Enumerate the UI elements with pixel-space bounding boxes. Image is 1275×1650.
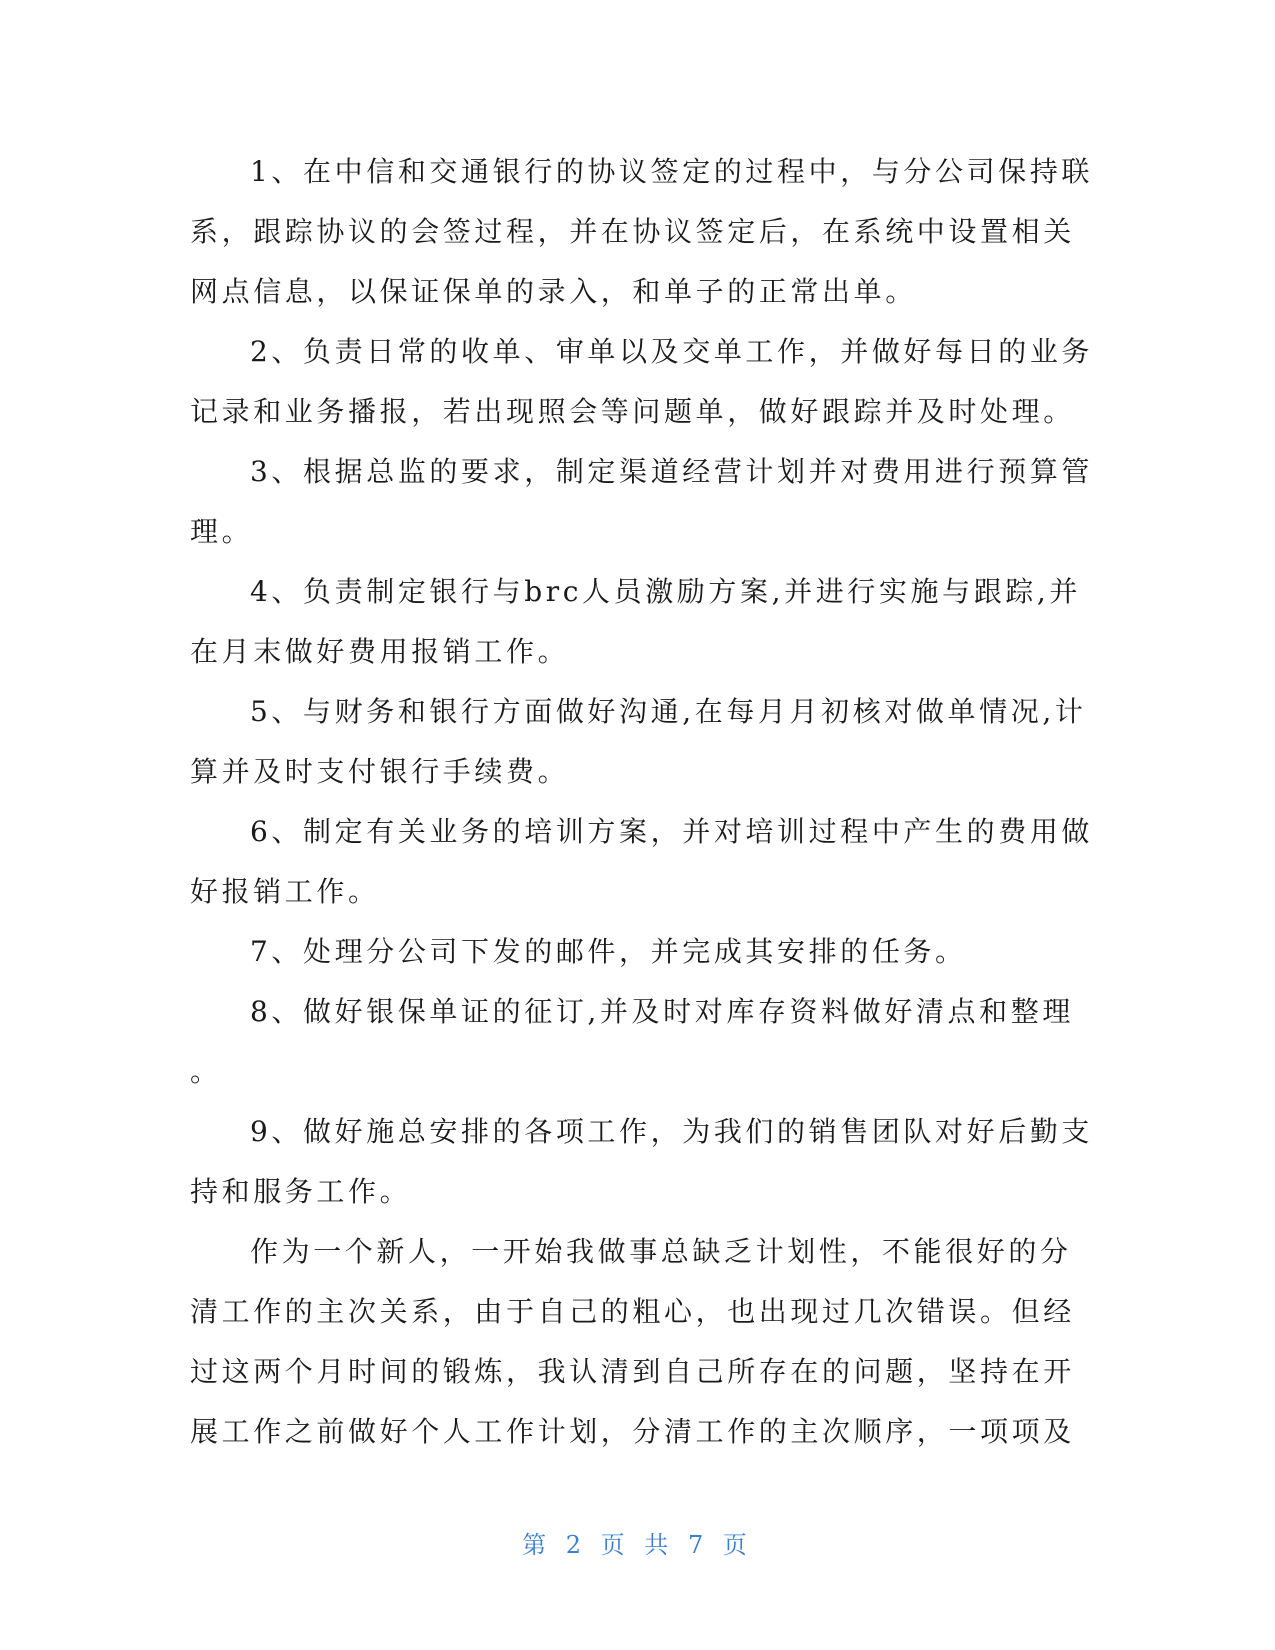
text-line: 算并及时支付银行手续费。 [190,755,570,788]
text-line: 过这两个月时间的锻炼，我认清到自己所存在的问题，坚持在开 [190,1355,1075,1388]
text-line: 4、负责制定银行与brc人员激励方案,并进行实施与跟踪,并 [250,575,1082,608]
text-line: 持和服务工作。 [190,1175,412,1208]
text-line: 8、做好银保单证的征订,并及时对库存资料做好清点和整理 [250,995,1074,1028]
text-line: 系，跟踪协议的会签过程，并在协议签定后，在系统中设置相关 [190,215,1075,248]
text-line: 理。 [190,515,254,548]
text-line: 2、负责日常的收单、审单以及交单工作，并做好每日的业务 [250,335,1094,368]
text-line: 。 [190,1055,222,1088]
text-line: 在月末做好费用报销工作。 [190,635,570,668]
text-line: 好报销工作。 [190,875,380,908]
text-line: 7、处理分公司下发的邮件，并完成其安排的任务。 [250,935,967,968]
text-line: 3、根据总监的要求，制定渠道经营计划并对费用进行预算管 [250,455,1094,488]
text-line: 6、制定有关业务的培训方案，并对培训过程中产生的费用做 [250,815,1094,848]
text-line: 网点信息，以保证保单的录入，和单子的正常出单。 [190,275,917,308]
text-line: 作为一个新人，一开始我做事总缺乏计划性，不能很好的分 [250,1235,1072,1268]
body-text [190,142,1094,1462]
text-line: 5、与财务和银行方面做好沟通,在每月月初核对做单情况,计 [250,695,1087,728]
page-number-footer: 第 2 页 共 7 页 [522,1531,753,1559]
text-line: 9、做好施总安排的各项工作，为我们的销售团队对好后勤支 [250,1115,1094,1148]
text-line: 展工作之前做好个人工作计划，分清工作的主次顺序，一项项及 [190,1415,1075,1448]
text-line: 清工作的主次关系，由于自己的粗心，也出现过几次错误。但经 [190,1295,1075,1328]
text-line: 1、在中信和交通银行的协议签定的过程中，与分公司保持联 [250,155,1094,188]
text-line: 记录和业务播报，若出现照会等问题单，做好跟踪并及时处理。 [190,395,1075,428]
